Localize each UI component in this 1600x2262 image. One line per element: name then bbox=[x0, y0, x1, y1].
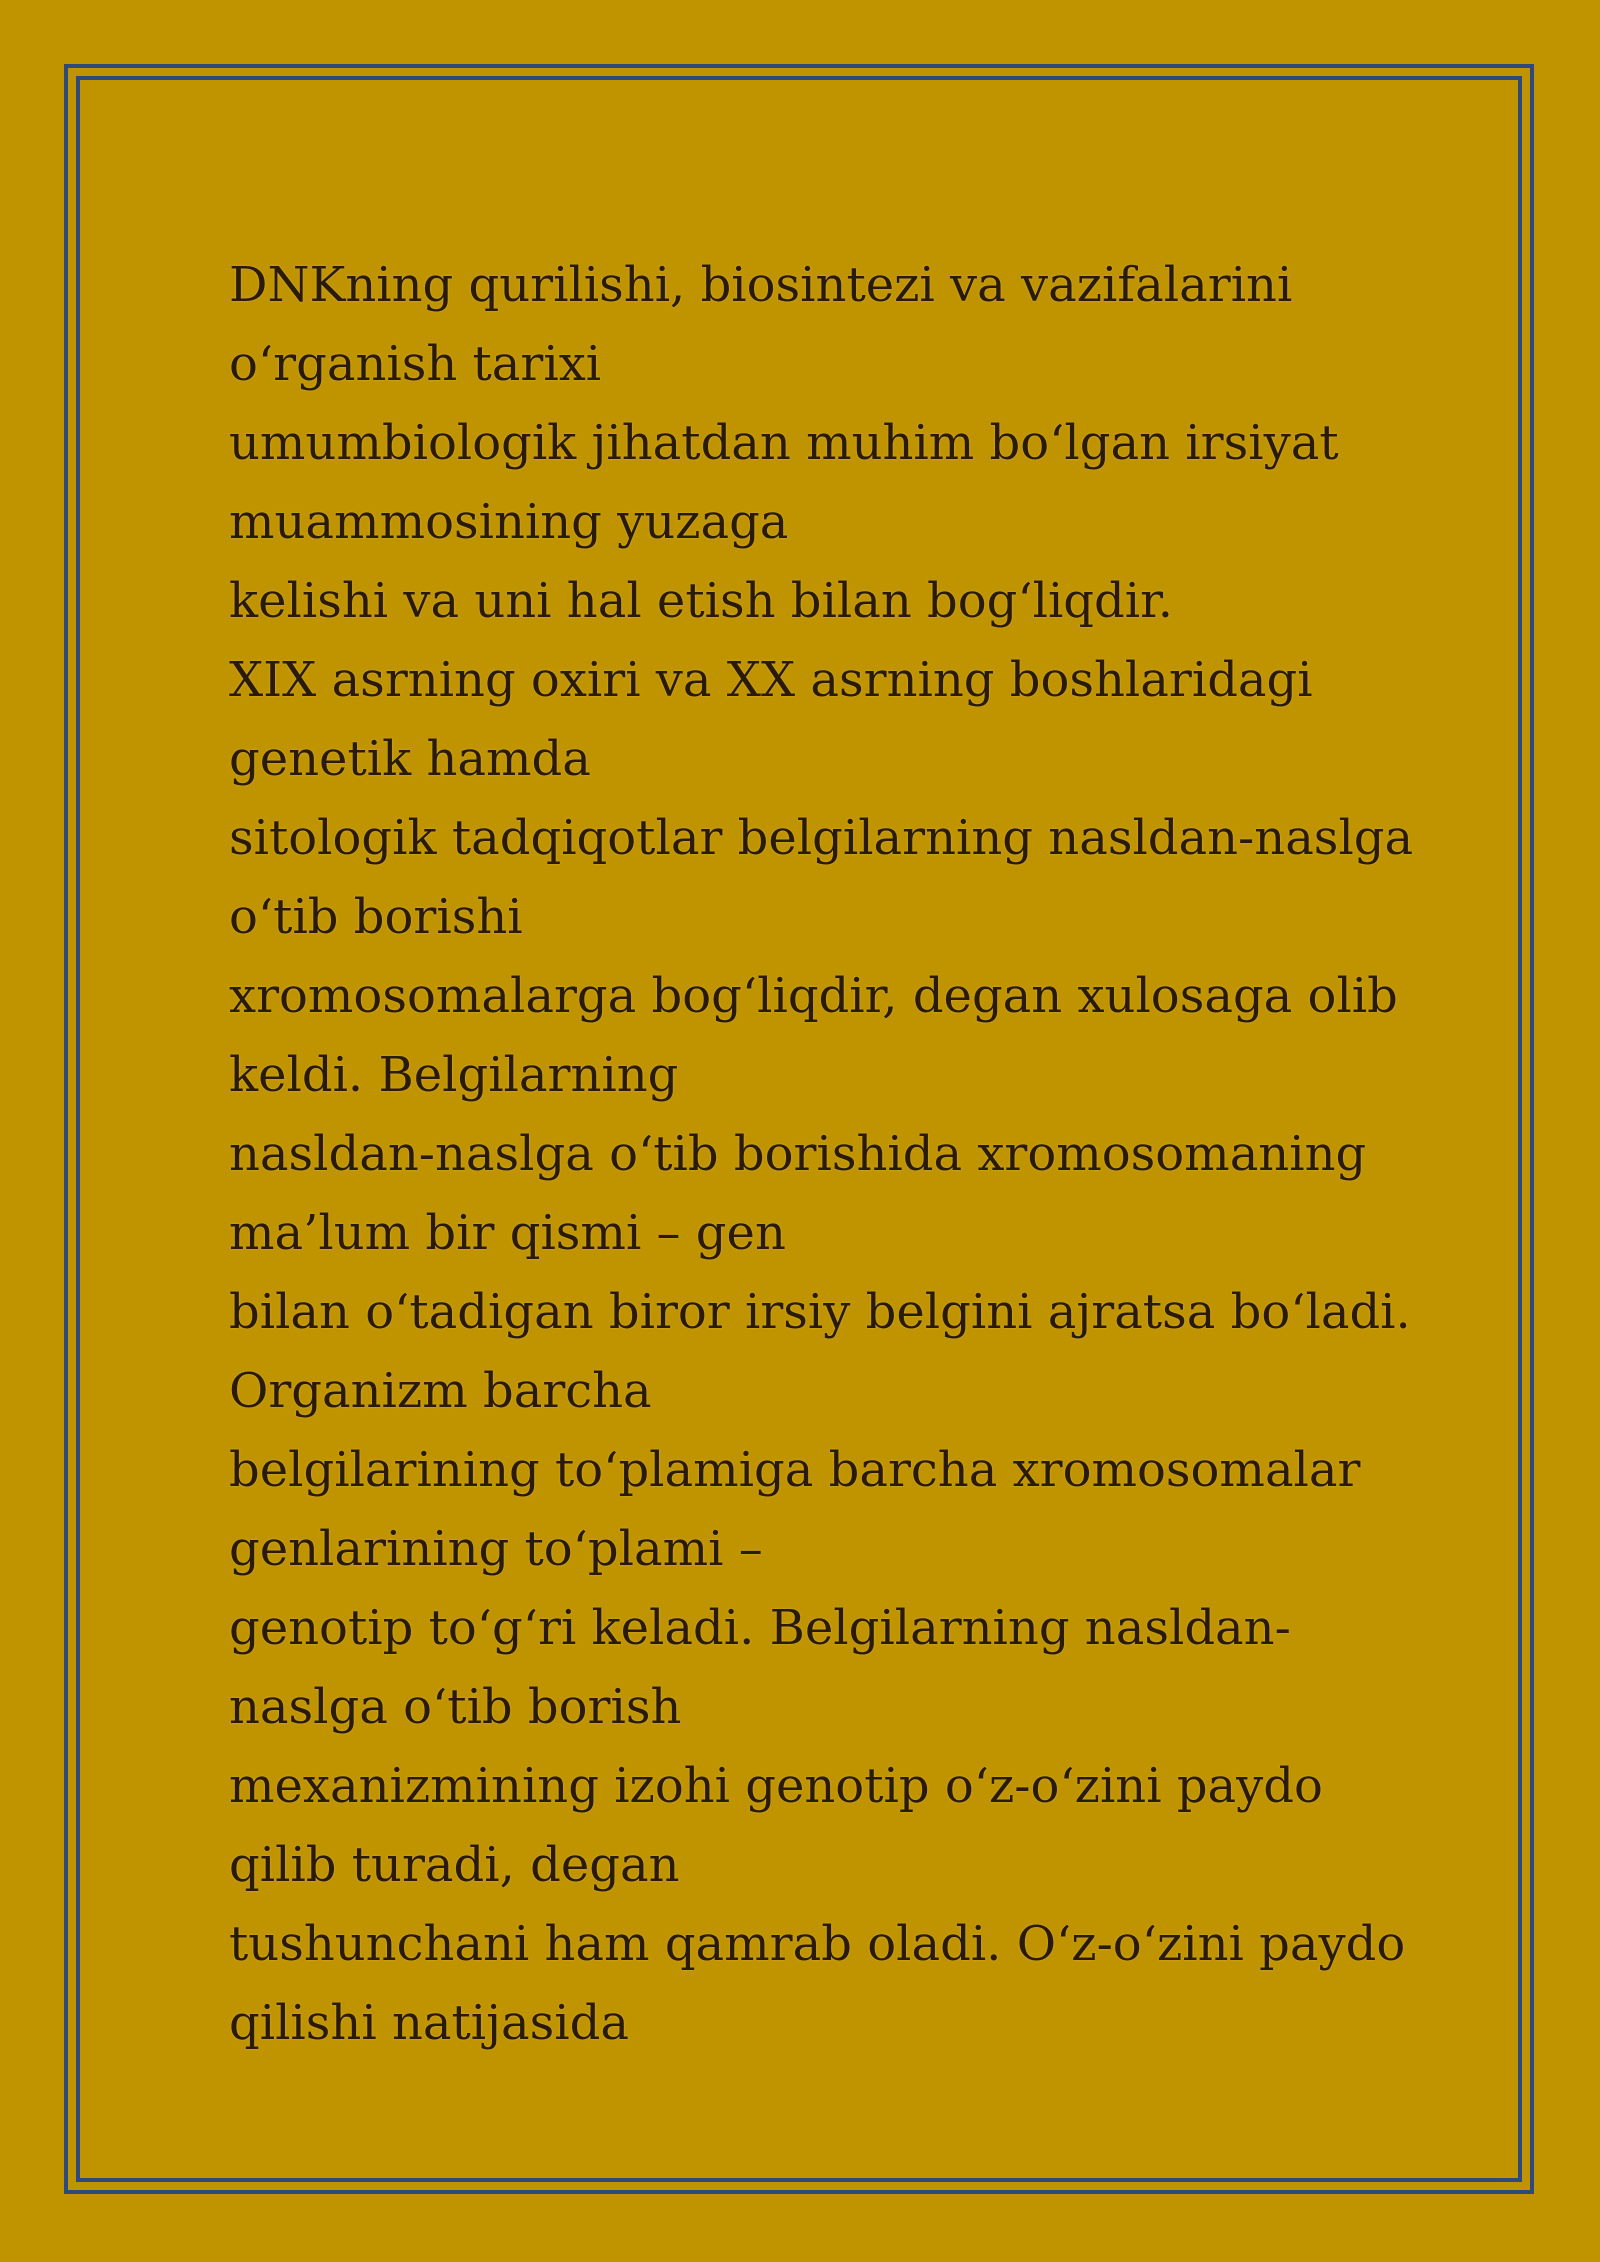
text-line: belgilarining to‘plamiga barcha xromosomalar bbox=[229, 1442, 1361, 1498]
text-line: Organizm barcha bbox=[229, 1363, 652, 1419]
text-line: kelishi va uni hal etish bilan bog‘liqdir. bbox=[229, 573, 1174, 629]
text-line: umumbiologik jihatdan muhim bo‘lgan irsiyat bbox=[229, 415, 1339, 471]
text-line: keldi. Belgilarning bbox=[229, 1047, 679, 1103]
text-line: bilan o‘tadigan biror irsiy belgini ajratsa bo‘ladi. bbox=[229, 1284, 1411, 1340]
text-line: sitologik tadqiqotlar belgilarning nasldan-naslga bbox=[229, 810, 1414, 866]
text-line: xromosomalarga bog‘liqdir, degan xulosaga olib bbox=[229, 968, 1398, 1024]
text-line: qilib turadi, degan bbox=[229, 1837, 680, 1893]
text-line: naslga o‘tib borish bbox=[229, 1679, 682, 1735]
text-line: genetik hamda bbox=[229, 731, 591, 787]
text-line: o‘tib borishi bbox=[229, 889, 523, 945]
text-line: DNKning qurilishi, biosintezi va vazifalarini bbox=[229, 257, 1293, 313]
text-line: mexanizmining izohi genotip o‘z-o‘zini paydo bbox=[229, 1758, 1323, 1814]
body-text bbox=[229, 246, 1499, 2063]
text-line: ma’lum bir qismi – gen bbox=[229, 1205, 786, 1261]
text-line: nasldan-naslga o‘tib borishida xromosomaning bbox=[229, 1126, 1367, 1182]
text-line: muammosining yuzaga bbox=[229, 494, 789, 550]
text-line: qilishi natijasida bbox=[229, 1995, 629, 2051]
text-line: genotip to‘g‘ri keladi. Belgilarning nasldan- bbox=[229, 1600, 1291, 1656]
text-line: XIX asrning oxiri va XX asrning boshlaridagi bbox=[229, 652, 1313, 708]
text-line: genlarining to‘plami – bbox=[229, 1521, 763, 1577]
text-line: tushunchani ham qamrab oladi. O‘z-o‘zini paydo bbox=[229, 1916, 1406, 1972]
text-line: o‘rganish tarixi bbox=[229, 336, 602, 392]
